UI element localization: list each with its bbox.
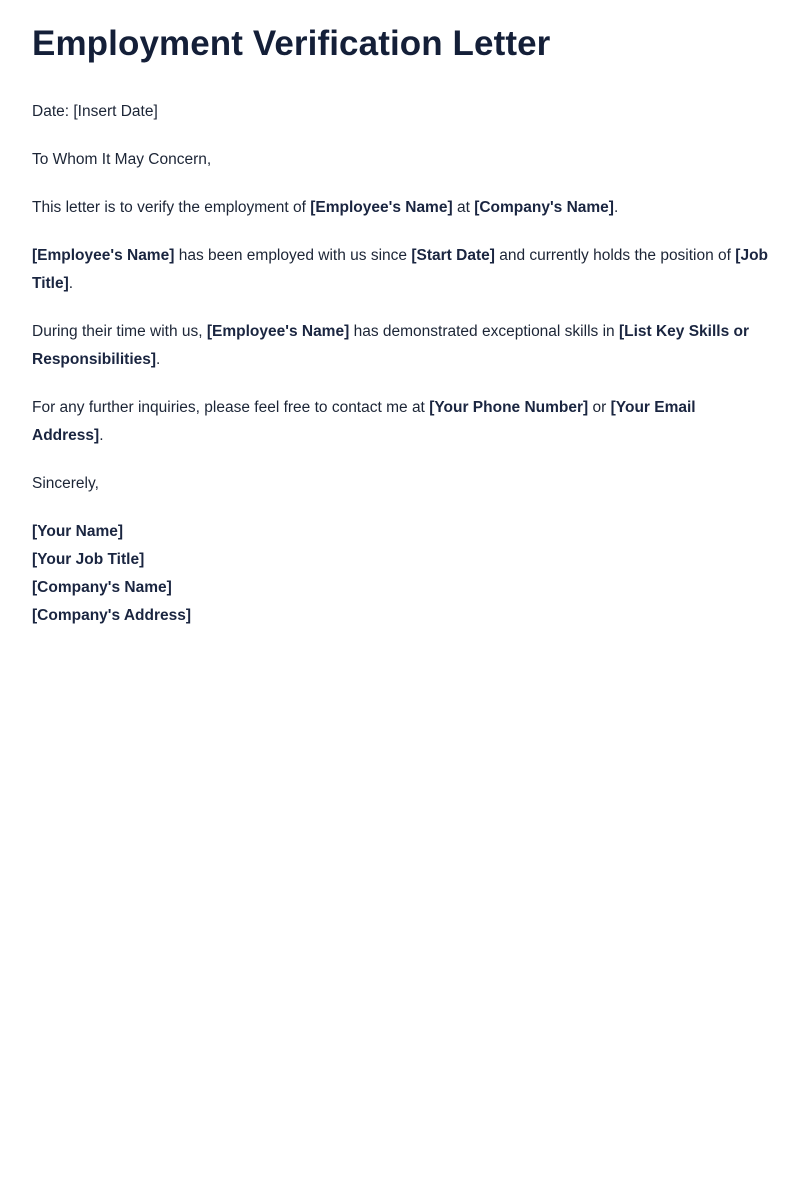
signature-block — [32, 518, 768, 630]
signature-name: [Your Name] — [32, 523, 124, 540]
paragraph-verification — [32, 194, 768, 222]
paragraph-text: . — [99, 427, 104, 444]
paragraph-skills — [32, 318, 768, 374]
paragraph-text: . — [156, 351, 161, 368]
paragraph-text: This letter is to verify the employment of — [32, 199, 311, 216]
paragraph-text: has been employed with us since — [174, 247, 412, 264]
placeholder-employee-name: [Employee's Name] — [206, 323, 350, 340]
placeholder-employee-name: [Employee's Name] — [310, 199, 453, 216]
placeholder-start-date: [Start Date] — [411, 247, 495, 264]
paragraph-position — [32, 242, 768, 298]
salutation: To Whom It May Concern, — [32, 151, 212, 168]
page-title: Employment Verification Letter — [32, 24, 551, 63]
placeholder-employee-name: [Employee's Name] — [32, 247, 175, 264]
paragraph-contact — [32, 394, 768, 450]
paragraph-text: at — [452, 199, 475, 216]
placeholder-email: [Your Email Address] — [32, 399, 696, 444]
paragraph-text: During their time with us, — [32, 323, 207, 340]
signature-company-address: [Company's Address] — [32, 607, 192, 624]
paragraph-text: For any further inquiries, please feel free to contact me at — [32, 399, 430, 416]
placeholder-skills: [List Key Skills or Responsibilities] — [32, 323, 750, 368]
paragraph-text: or — [588, 399, 611, 416]
letter-document — [32, 20, 768, 630]
paragraph-text: and currently holds the position of — [494, 247, 736, 264]
placeholder-job-title: [Job Title] — [32, 247, 769, 292]
placeholder-company-name: [Company's Name] — [474, 199, 614, 216]
placeholder-phone: [Your Phone Number] — [429, 399, 589, 416]
closing: Sincerely, — [32, 475, 99, 492]
signature-company-name: [Company's Name] — [32, 579, 172, 596]
paragraph-text: has demonstrated exceptional skills in — [349, 323, 619, 340]
signature-job-title: [Your Job Title] — [32, 551, 145, 568]
paragraph-text: . — [613, 199, 619, 216]
date-line: Date: [Insert Date] — [32, 103, 158, 120]
paragraph-text: . — [68, 275, 74, 292]
